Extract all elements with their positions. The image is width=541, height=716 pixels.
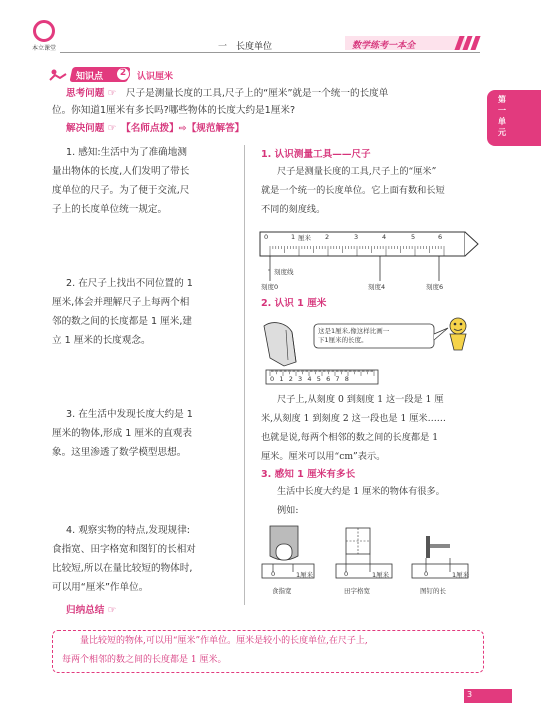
tick-zero-label: 刻度0	[261, 283, 279, 291]
heading-one-cm: 2. 认识 1 厘米	[261, 298, 327, 309]
ruler-number: 0	[270, 375, 280, 383]
ruler-number: 8	[344, 375, 355, 383]
ruler-number: 0	[264, 233, 269, 241]
text-line: 食指宽、田字格宽和图钉的长相对	[52, 544, 196, 555]
bubble-line: 这是1厘米,像这样比画一	[318, 327, 390, 335]
text-line: 度单位的尺子。为了便于交流,尺	[52, 185, 190, 196]
example-unit: 1厘米	[452, 571, 470, 579]
text-line: 4. 观察实物的特点,发现规律:	[66, 525, 191, 536]
text-line: 厘米。厘米可以用“cm”表示。	[261, 451, 386, 462]
ruler-number: 4	[382, 233, 387, 241]
text-line: 1. 感知:生活中为了准确地测	[66, 147, 187, 158]
banner-stripe	[470, 36, 480, 50]
text-line: 象。这里渗透了数学模型思想。	[52, 447, 187, 458]
column-divider	[244, 145, 245, 605]
examples-intro	[261, 482, 483, 520]
text-line: 3. 在生活中发现长度大约是 1	[66, 409, 193, 420]
left-paragraph-3	[52, 405, 234, 462]
left-paragraph-4	[52, 521, 234, 597]
text-line: 就是一个统一的长度单位。它上面有数和长短	[261, 185, 445, 196]
text-line: 厘米,体会并理解尺子上每两个相	[52, 297, 190, 308]
ruler-number: 3	[298, 375, 308, 383]
ruler-intro	[261, 162, 483, 219]
ruler-number: 6	[438, 233, 443, 241]
example-zero: 0	[344, 570, 349, 578]
example-caption-finger: 食指宽	[272, 587, 292, 595]
heading-feel-one-cm: 3. 感知 1 厘米有多长	[261, 469, 356, 480]
ruler-number: 1	[291, 233, 296, 241]
ruler-number: 2	[288, 375, 299, 383]
header-divider	[60, 52, 480, 53]
text-line: 米,从刻度 1 到刻度 2 这一段也是 1 厘米……	[261, 413, 446, 424]
text-line: 生活中长度大约是 1 厘米的物体有很多。	[277, 486, 445, 497]
text-line: 立 1 厘米的长度观念。	[52, 335, 151, 346]
series-title: 数学练考一本全	[352, 41, 416, 51]
ruler-number: 3	[354, 233, 359, 241]
text-line: 邻的数之间的长度都是 1 厘米,建	[52, 316, 192, 327]
bubble-line: 下1厘米的长度。	[318, 336, 368, 344]
left-paragraph-1	[52, 143, 234, 219]
ruler-number: 5	[411, 233, 416, 241]
solve-label: 解决问题 ☞ 【名师点拨】⇨【规范解答】	[66, 123, 245, 134]
example-unit: 1厘米	[296, 571, 314, 579]
example-unit: 1厘米	[372, 571, 390, 579]
text-line: 不同的刻度线。	[261, 204, 326, 215]
chapter-title: 一 长度单位	[218, 42, 273, 52]
example-zero: 0	[424, 570, 429, 578]
example-zero: 0	[271, 570, 276, 578]
ruler-number: 4	[307, 375, 317, 383]
question-label: 思考问题 ☞	[66, 88, 117, 99]
running-figure-icon	[48, 69, 68, 81]
ruler-unit: 厘米	[298, 234, 311, 242]
summary-text	[62, 632, 478, 670]
text-line: 厘米的物体,形成 1 厘米的直观表	[52, 428, 192, 439]
question-text-2: 位。你知道1厘米有多长吗?哪些物体的长度大约是1厘米?	[52, 105, 296, 116]
text-line: 例如:	[277, 505, 299, 516]
summary-label: 归纳总结 ☞	[66, 605, 117, 616]
tick-line-label: 刻度线	[274, 268, 294, 276]
text-line: 也就是说,每两个相邻的数之间的长度都是 1	[261, 432, 439, 443]
summary-line: 每两个相邻的数之间的长度都是 1 厘米。	[62, 655, 227, 665]
tick-six-label: 刻度6	[426, 283, 444, 291]
one-cm-explanation	[261, 390, 483, 466]
unit-side-label: 第一单元	[498, 95, 506, 137]
text-line: 子上的长度单位统一规定。	[52, 204, 168, 215]
example-caption-grid: 田字格宽	[344, 587, 370, 595]
ruler-number: 6	[326, 375, 336, 383]
text-line: 尺子上,从刻度 0 到刻度 1 这一段是 1 厘	[277, 394, 444, 405]
ruler2-numbers	[270, 375, 354, 383]
ruler-number: 1	[279, 375, 289, 383]
text-line: 比较短,所以在量比较短的物体时,	[52, 563, 193, 574]
speech-bubble	[318, 327, 434, 345]
text-line: 可以用“厘米”作单位。	[52, 582, 149, 593]
tick-four-label: 刻度4	[368, 283, 386, 291]
text-line: 尺子是测量长度的工具,尺子上的“厘米”	[277, 166, 437, 177]
ruler-number: 2	[325, 233, 330, 241]
question-block	[66, 86, 486, 102]
summary-line: 量比较短的物体,可以用“厘米”作单位。厘米是较小的长度单位,在尺子上,	[62, 636, 368, 646]
text-line: 2. 在尺子上找出不同位置的 1	[66, 278, 193, 289]
section-tag-label: 知识点	[76, 72, 104, 82]
logo-text: 本立课堂	[31, 45, 56, 52]
ruler-number: 5	[316, 375, 327, 383]
logo-icon	[33, 20, 55, 42]
heading-ruler: 1. 认识测量工具——尺子	[261, 149, 371, 160]
unit-side-tab	[487, 90, 541, 146]
page-number: 3	[467, 690, 473, 699]
ruler-number: 7	[335, 375, 345, 383]
section-number: 2	[116, 67, 130, 81]
section-title: 认识厘米	[137, 72, 174, 82]
example-caption-pin: 图钉的长	[420, 587, 446, 595]
text-line: 量出物体的长度,人们发明了带长	[52, 166, 190, 177]
left-paragraph-2	[52, 274, 234, 350]
question-text-1: 尺子是测量长度的工具,尺子上的“厘米”就是一个统一的长度单	[116, 88, 389, 99]
